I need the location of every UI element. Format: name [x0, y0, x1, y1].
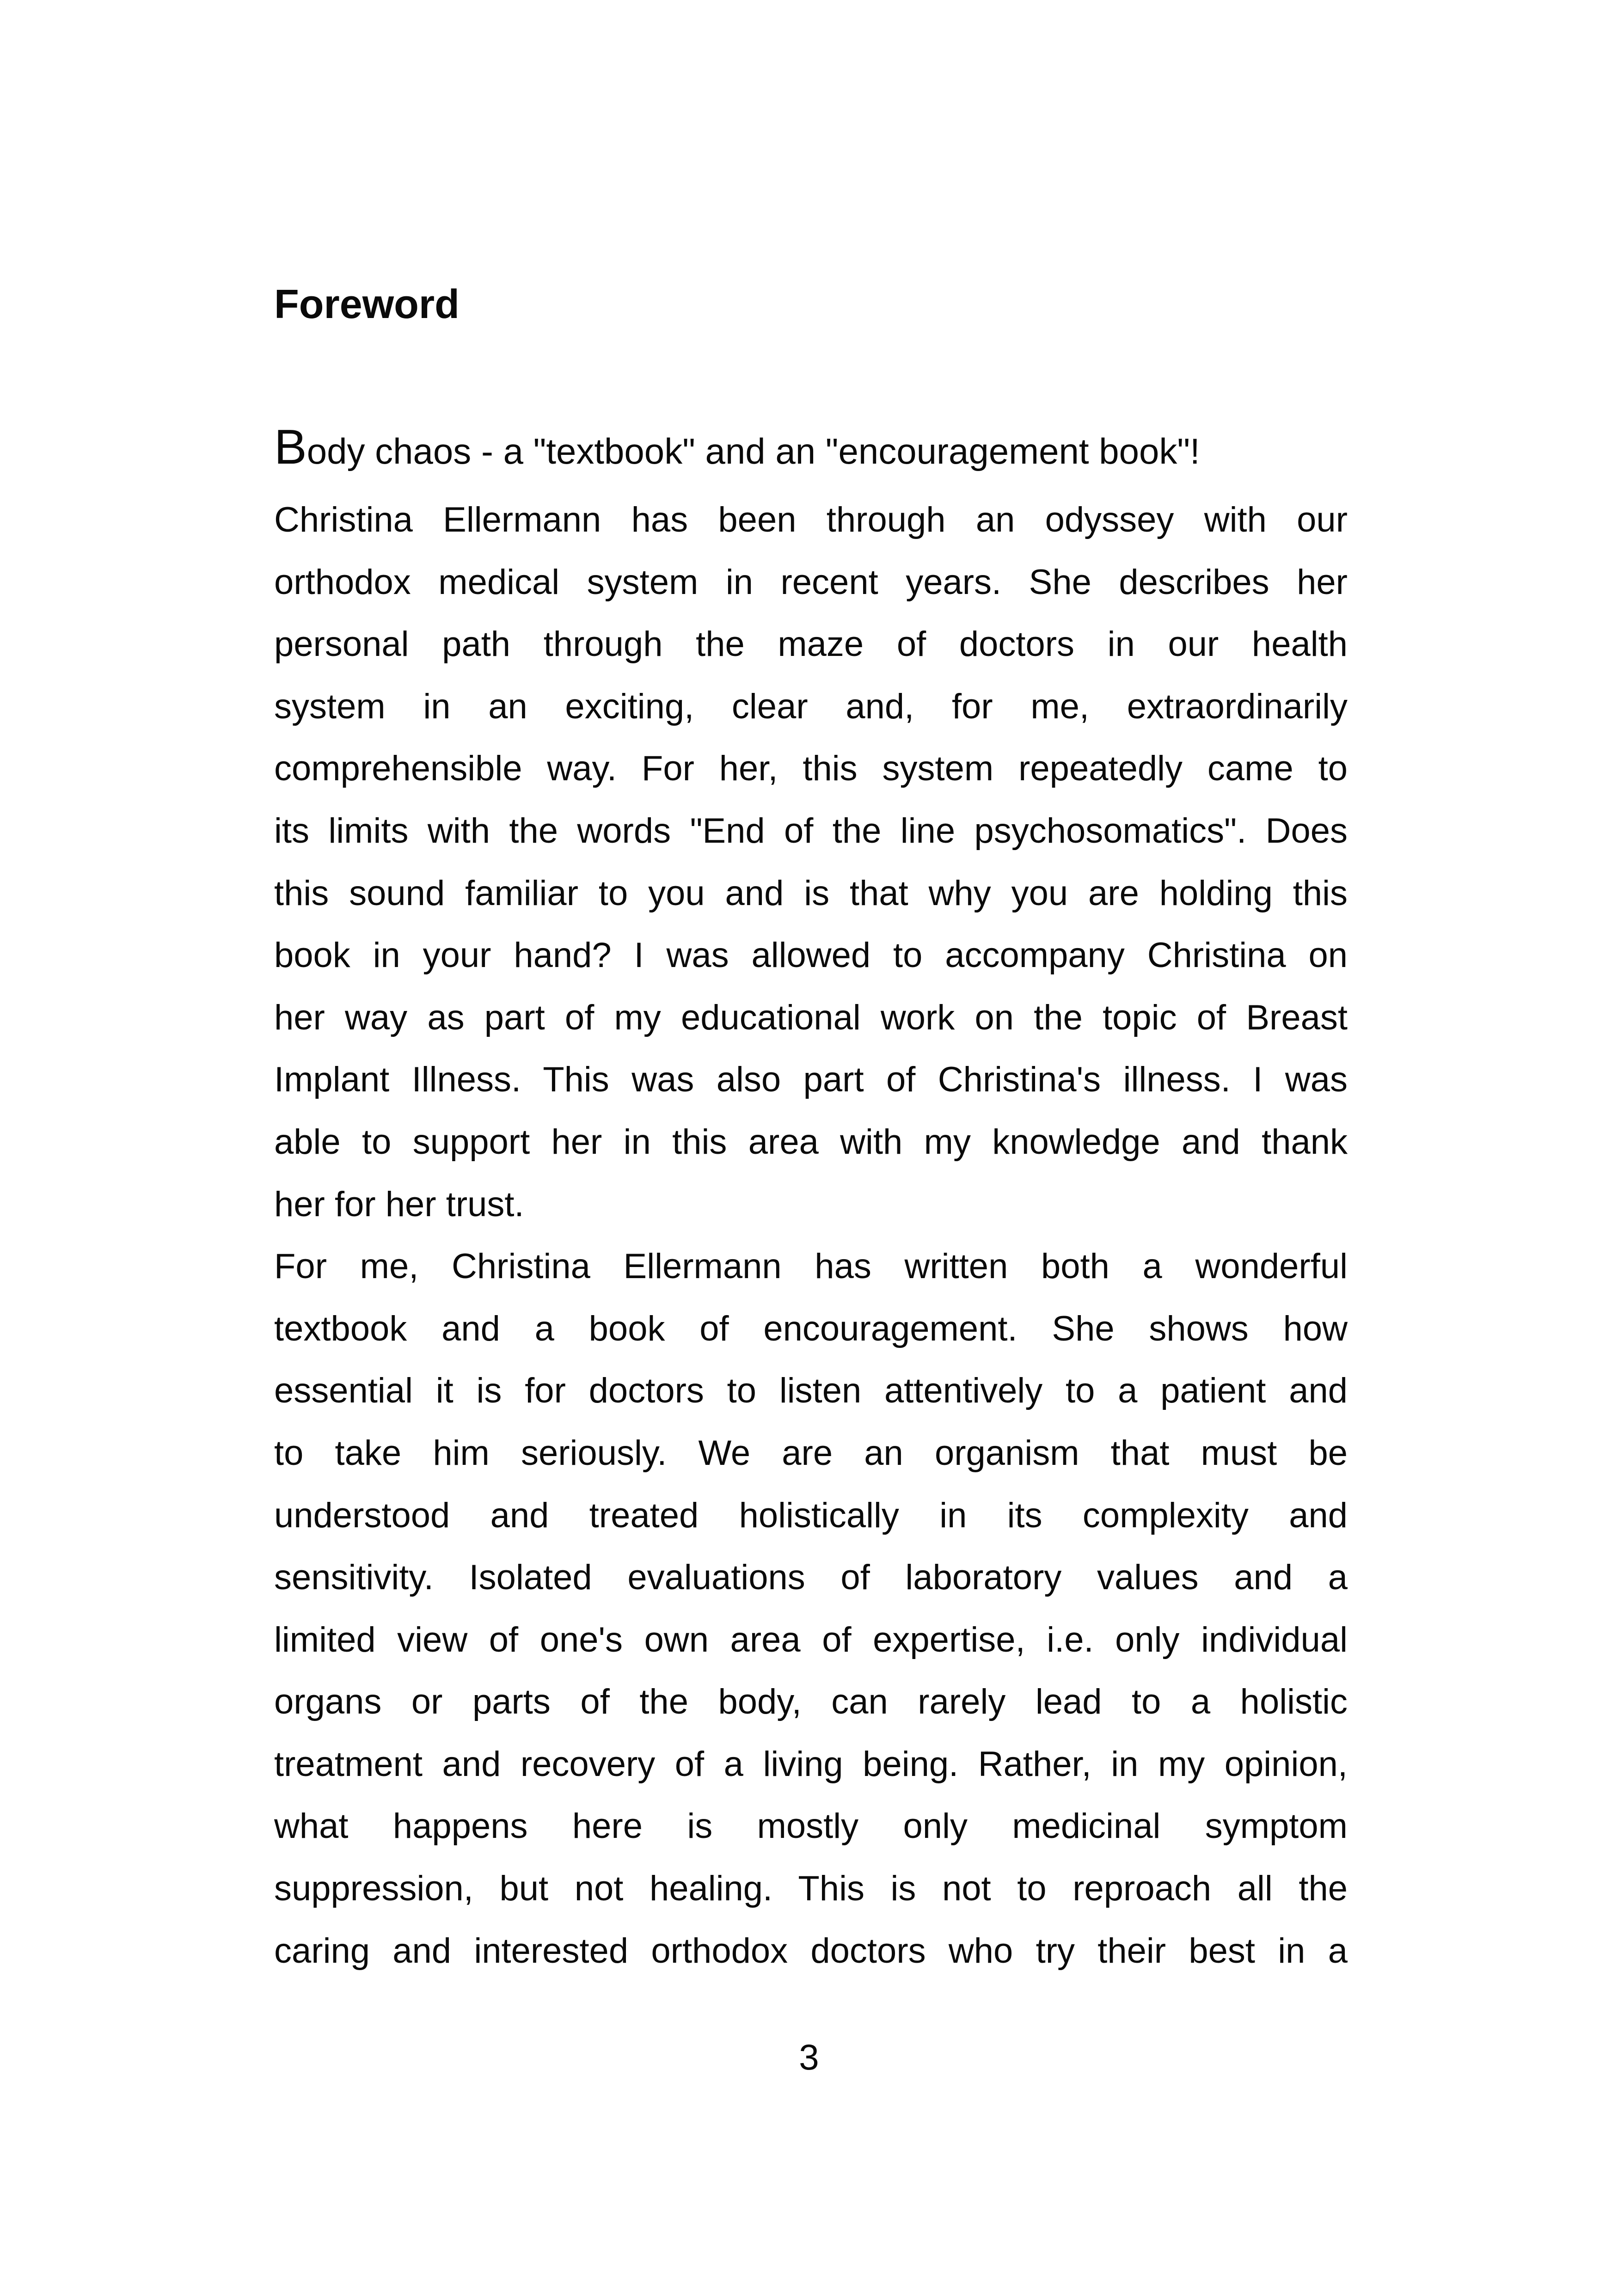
text-line: suppression, but not healing. This is not to reproach all the	[274, 1869, 1348, 1909]
text-line: what happens here is mostly only medicinal symptom	[274, 1806, 1348, 1846]
body-text	[274, 489, 1348, 1982]
text-line: book in your hand? I was allowed to accompany Christina on	[274, 936, 1348, 975]
text-line: its limits with the words "End of the line psychosomatics". Does	[274, 811, 1348, 851]
page-number: 3	[799, 2037, 819, 2077]
text-line: treatment and recovery of a living being. Rather, in my opinion,	[274, 1744, 1348, 1784]
text-line: Implant Illness. This was also part of Christina's illness. I was	[274, 1060, 1348, 1100]
text-line: understood and treated holistically in its complexity and	[274, 1495, 1348, 1535]
text-line: essential it is for doctors to listen attentively to a patient and	[274, 1371, 1348, 1411]
text-line: to take him seriously. We are an organism that must be	[274, 1433, 1348, 1473]
text-line: system in an exciting, clear and, for me, extraordinarily	[274, 686, 1348, 726]
text-line: comprehensible way. For her, this system repeatedly came to	[274, 749, 1348, 789]
text-line: sensitivity. Isolated evaluations of laboratory values and a	[274, 1558, 1348, 1598]
text-line: For me, Christina Ellermann has written both a wonderful	[274, 1247, 1348, 1286]
paragraph-2	[274, 1236, 1348, 1982]
text-line: this sound familiar to you and is that why you are holding this	[274, 873, 1348, 913]
lead-initial-letter: B	[274, 420, 307, 474]
text-line: textbook and a book of encouragement. She shows how	[274, 1309, 1348, 1348]
text-line: Christina Ellermann has been through an odyssey with our	[274, 500, 1348, 539]
text-line: caring and interested orthodox doctors who try their best in a	[274, 1931, 1348, 1971]
text-line: personal path through the maze of doctors in our health	[274, 625, 1348, 664]
text-line: able to support her in this area with my knowledge and thank	[274, 1122, 1348, 1162]
text-line: limited view of one's own area of expertise, i.e. only individual	[274, 1620, 1348, 1659]
text-line: organs or parts of the body, can rarely lead to a holistic	[274, 1682, 1348, 1722]
text-line: orthodox medical system in recent years. She describes her	[274, 562, 1348, 602]
paragraph-1	[274, 489, 1348, 1236]
text-line: her for her trust.	[274, 1184, 524, 1224]
lead-sentence	[274, 416, 1200, 483]
text-line: her way as part of my educational work on the topic of Breast	[274, 998, 1348, 1037]
lead-text: ody chaos - a "textbook" and an "encouragement book"!	[306, 431, 1200, 471]
page-heading: Foreword	[274, 281, 460, 327]
